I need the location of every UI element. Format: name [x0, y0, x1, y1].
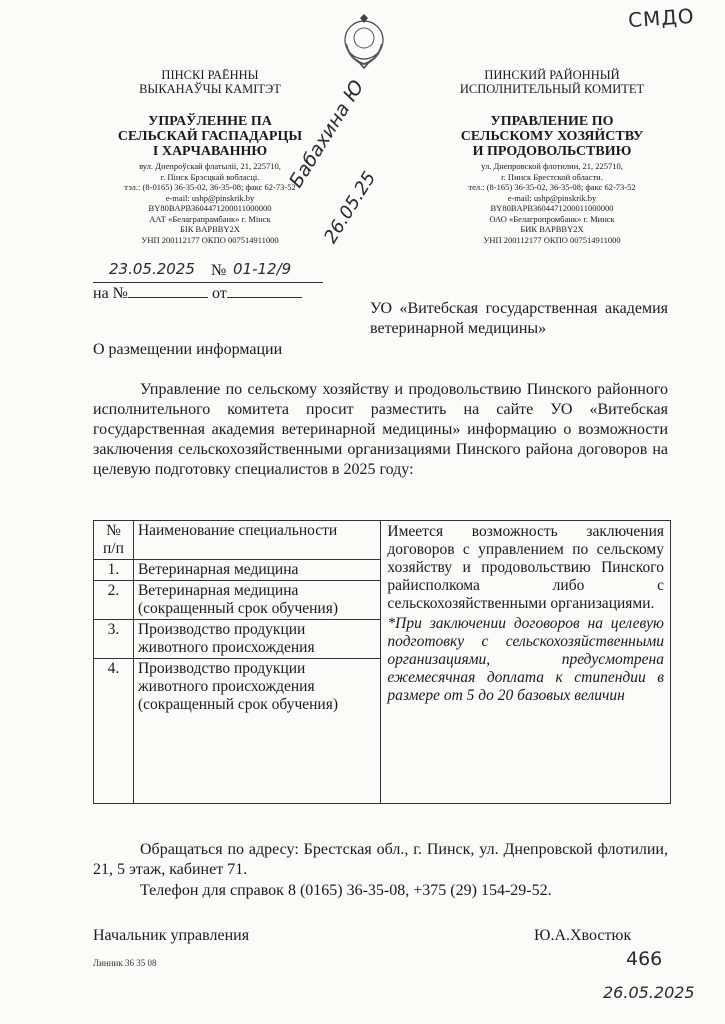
header-number: № п/п [94, 521, 134, 560]
row-specialty: Ветеринарная медицина (сокращенный срок обучения) [133, 581, 380, 620]
registration-number-label: № [211, 262, 227, 279]
main-paragraph: Управление по сельскому хозяйству и продовольствию Пинского районного исполнительного комитета просит разместить на сайте УО «Витебская государственная академия ветеринарной медицины» информацию о возможности заключения сельскохозяйственными организациями Пинского района договоров на целевую подготовку специалистов в 2025 году: [93, 381, 668, 478]
conditions-note-text: *При заключении договоров на целевую подготовку с сельскохозяйственными организациями, предусмотрена ежемесячная доплата к стипендии в размере от 5 до 20 базовых величин [387, 615, 664, 704]
left-bank: ААТ «Белаграпрамбанк» г. Мінск [149, 213, 271, 224]
right-bik: БИК BAPBBY2X [520, 224, 584, 234]
header-specialty-name: Наименование специальности [133, 521, 380, 560]
left-dept-line-1: УПРАЎЛЕННЕ ПА [148, 114, 272, 129]
right-address-2: г. Пинск Брестской области. [501, 171, 603, 182]
reference-from-label: от [211, 285, 227, 302]
left-address-2: г. Пінск Брэсцкай вобласці. [160, 171, 260, 182]
smdo-stamp: СМДО [627, 3, 696, 33]
reference-number-label: на № [93, 285, 128, 302]
conditions-main-text: Имеется возможность заключения договоров с управлением по сельскому хозяйству и продовольствию Пинского райисполкома либо с сельскохозяйственными организациями. [387, 523, 664, 612]
left-unp: УНП 200112177 ОКПО 007514911000 [141, 234, 279, 245]
table-header-row [94, 521, 671, 560]
right-org-line-1: ПИНСКИЙ РАЙОННЫЙ [484, 68, 620, 82]
right-unp: УНП 200112177 ОКПО 007514911000 [483, 234, 621, 245]
row-number: 4. [94, 659, 134, 804]
recipient: УО «Витебская государственная академия ветеринарной медицины» [370, 300, 668, 337]
right-dept-line-2: СЕЛЬСКОМУ ХОЗЯЙСТВУ [460, 129, 644, 144]
row-number: 3. [94, 620, 134, 659]
subject-line: О размещении информации [93, 341, 283, 358]
right-phone: тел.: (8-165) 36-35-02, 36-35-08; факс 62-73-52 [468, 182, 636, 192]
executor-info: Линник 36 35 08 [93, 958, 157, 968]
handwritten-date: 26.05.2025 [603, 983, 695, 1002]
right-address-1: ул. Днепровской флотилии, 21, 225710, [481, 161, 623, 171]
registration-line [93, 262, 323, 283]
right-account: BY80BAPB3604471200011000000 [490, 203, 614, 213]
right-dept-line-3: И ПРОДОВОЛЬСТВИЮ [472, 144, 632, 159]
reference-line [93, 283, 323, 304]
right-header [422, 68, 682, 245]
phone-paragraph: Телефон для справок 8 (0165) 36-35-08, +375 (29) 154-29-52. [140, 882, 552, 899]
left-dept-line-3: І ХАРЧАВАННЮ [152, 144, 268, 159]
left-bik: БІК BAPBBY2X [180, 224, 240, 234]
registration-date: 23.05.2025 [109, 260, 195, 278]
signature-title: Начальник управления [93, 927, 250, 944]
handwritten-note-name: Бабахина Ю [285, 76, 369, 192]
row-number: 2. [94, 581, 134, 620]
right-email: e-mail: ushp@pinskrik.by [507, 192, 597, 203]
left-phone: тэл.: (8-0165) 36-35-02, 36-35-08; факс 62-73-52 [124, 182, 296, 192]
conditions-cell [381, 521, 671, 804]
left-account: BY80BAPB3604471200011000000 [148, 203, 272, 213]
right-bank: ОАО «Белагропромбанк» г. Минск [489, 213, 615, 224]
left-org-line-2: ВЫКАНАЎЧЫ КАМІТЭТ [139, 82, 281, 96]
address-paragraph: Обращаться по адресу: Брестская обл., г. Пинск, ул. Днепровской флотилии, 21, 5 этаж, кабинет 71. [93, 841, 668, 878]
signature-name: Ю.А.Хвостюк [534, 927, 632, 944]
left-org-line-1: ПІНСКІ РАЁННЫ [161, 68, 259, 82]
handwritten-note-date: 26.05.25 [320, 168, 381, 248]
right-org-line-2: ИСПОЛНИТЕЛЬНЫЙ КОМИТЕТ [459, 82, 645, 96]
left-address-1: вул. Днепроўскай флатыліі, 21, 225710, [139, 161, 281, 171]
row-specialty: Производство продукции животного происхождения (сокращенный срок обучения) [133, 659, 380, 804]
left-email: e-mail: ushp@pinskrik.by [165, 192, 255, 203]
coat-of-arms-emblem [340, 14, 388, 70]
left-dept-line-2: СЕЛЬСКАЙ ГАСПАДАРЦЫ [117, 129, 303, 144]
handwritten-number: 466 [626, 948, 663, 970]
row-number: 1. [94, 560, 134, 581]
row-specialty: Производство продукции животного происхождения [133, 620, 380, 659]
right-dept-line-1: УПРАВЛЕНИЕ ПО [490, 114, 614, 129]
specialties-table [93, 520, 671, 804]
row-specialty: Ветеринарная медицина [133, 560, 380, 581]
registration-number: 01-12/9 [233, 260, 292, 278]
